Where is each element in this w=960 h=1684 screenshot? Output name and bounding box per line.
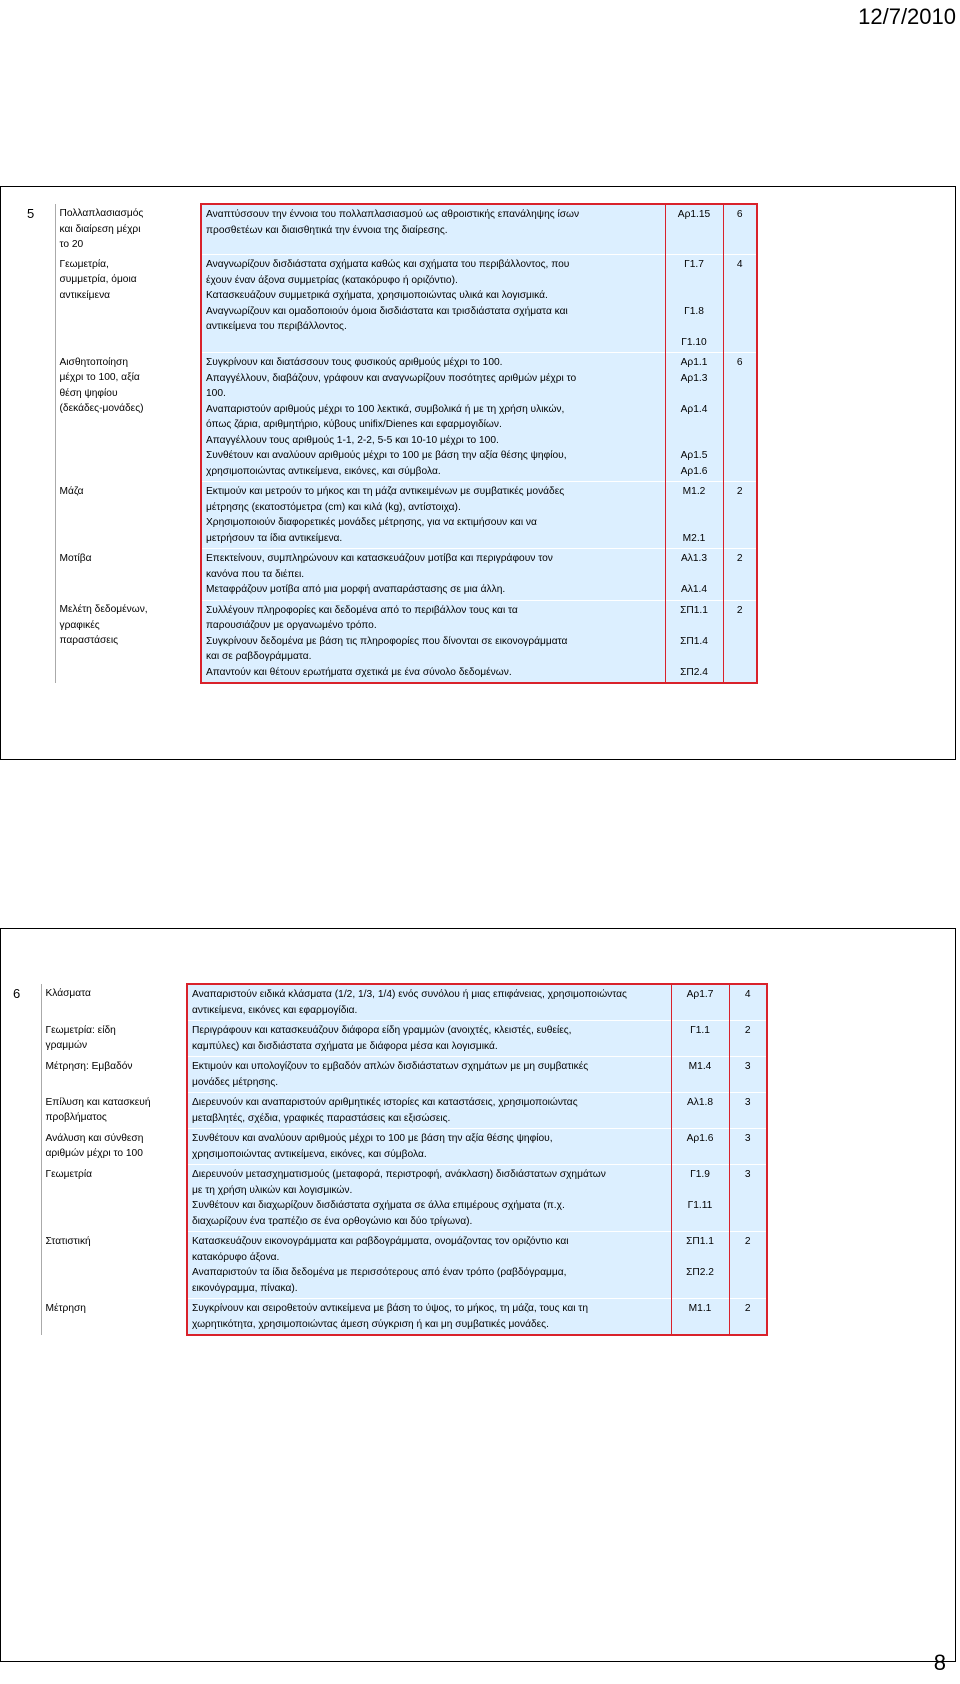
table-row xyxy=(21,549,757,601)
row-number xyxy=(7,1232,41,1299)
description-line: Εκτιμούν και υπολογίζουν το εμβαδόν απλών δισδιάστατων σχημάτων με μη συμβατικές xyxy=(192,1061,589,1072)
objective-code: Αρ1.3 xyxy=(680,372,708,384)
objective-code: Αλ1.3 xyxy=(680,553,708,564)
row-number xyxy=(21,482,55,549)
row-number xyxy=(21,353,55,482)
objective-code: Γ1.11 xyxy=(687,1200,713,1211)
objective-code: Αρ1.6 xyxy=(680,465,708,477)
topic-label: Αισθητοποίηση μέχρι το 100, αξία θέση ψηφίου (δεκάδες-μονάδες) xyxy=(59,356,144,414)
description-line: Κατασκευάζουν εικονογράμματα και ραβδογράμματα, ονομάζοντας τον οριζόντιο και xyxy=(192,1236,569,1247)
code-cell xyxy=(665,549,723,601)
description-line: Αναπαριστούν αριθμούς μέχρι το 100 λεκτικά, συμβολικά ή με τη χρήση υλικών, xyxy=(206,403,565,415)
objective-code xyxy=(670,515,719,531)
weight-cell: 2 xyxy=(729,1021,767,1057)
row-number xyxy=(7,1057,41,1093)
table-row xyxy=(21,600,757,683)
table-row xyxy=(21,482,757,549)
topic-cell xyxy=(41,1299,187,1336)
description-line: καμπύλες) και δισδιάστατα σχήματα με διάφορα μέσα και λογισμικά. xyxy=(192,1040,498,1052)
description-cell xyxy=(201,204,665,255)
topic-cell xyxy=(41,984,187,1021)
objective-code xyxy=(670,319,719,335)
code-cell xyxy=(665,204,723,255)
description-line: Αναπαριστούν ειδικά κλάσματα (1/2, 1/3, 1/4) ενός συνόλου ή μιας επιφάνειας, χρησιμοποιώντας xyxy=(192,989,627,1000)
objective-code xyxy=(670,433,719,449)
objective-code: ΣΠ2.4 xyxy=(680,666,708,678)
row-number xyxy=(21,600,55,683)
weight-cell: 2 xyxy=(723,549,757,601)
description-line: Μεταφράζουν μοτίβα από μια μορφή αναπαράστασης σε μια άλλη. xyxy=(206,584,506,595)
code-cell xyxy=(665,353,723,482)
weight-cell: 3 xyxy=(729,1165,767,1232)
description-cell xyxy=(187,1165,671,1232)
code-cell xyxy=(671,1232,729,1299)
topic-label: Κλάσματα xyxy=(45,988,91,999)
topic-label: Μοτίβα xyxy=(59,552,92,564)
objective-code: Μ1.4 xyxy=(688,1061,712,1072)
topic-label: Μάζα xyxy=(59,485,84,497)
objective-code: Μ1.2 xyxy=(682,486,706,497)
objective-code: Αρ1.4 xyxy=(680,403,708,415)
topic-label: Μέτρηση xyxy=(45,1302,86,1314)
row-number xyxy=(7,1165,41,1232)
table-row xyxy=(7,1165,767,1232)
topic-cell xyxy=(55,255,201,353)
code-cell xyxy=(671,1021,729,1057)
topic-label: Επίλυση και κατασκευή προβλήματος xyxy=(45,1096,151,1123)
code-cell xyxy=(665,255,723,353)
objective-code xyxy=(676,1250,725,1266)
code-cell xyxy=(671,1129,729,1165)
description-cell xyxy=(187,1129,671,1165)
description-cell xyxy=(187,984,671,1021)
topic-cell xyxy=(55,482,201,549)
description-line: μονάδες μέτρησης. xyxy=(192,1076,279,1088)
objective-code xyxy=(670,618,719,634)
table-row xyxy=(7,1021,767,1057)
objective-code xyxy=(676,1183,725,1199)
description-cell xyxy=(187,1232,671,1299)
curriculum-table-top xyxy=(21,203,758,684)
description-line: έχουν έναν άξονα συμμετρίας (κατακόρυφο ή οριζόντιο). xyxy=(206,274,458,286)
row-number xyxy=(21,549,55,601)
topic-label: Μελέτη δεδομένων, γραφικές παραστάσεις xyxy=(59,604,148,646)
description-cell xyxy=(187,1057,671,1093)
topic-label: Στατιστική xyxy=(45,1235,91,1247)
objective-code: Μ1.1 xyxy=(688,1303,712,1314)
topic-cell xyxy=(55,353,201,482)
weight-cell: 2 xyxy=(723,482,757,549)
objective-code xyxy=(670,417,719,433)
objective-code: Αρ1.6 xyxy=(686,1133,714,1144)
description-cell xyxy=(187,1299,671,1336)
topic-cell xyxy=(41,1021,187,1057)
code-cell xyxy=(671,1057,729,1093)
table-row xyxy=(7,984,767,1021)
objective-code xyxy=(670,567,719,583)
row-number: 6 xyxy=(13,986,21,1001)
description-cell xyxy=(201,353,665,482)
description-line: Συνθέτουν και αναλύουν αριθμούς μέχρι το 100 με βάση την αξία θέσης ψηφίου, xyxy=(192,1133,553,1144)
objective-code: Αρ1.15 xyxy=(677,209,711,220)
description-line: χωρητικότητα, χρησιμοποιώντας άμεση σύγκριση ή και μη συμβατικές μονάδες. xyxy=(192,1318,549,1330)
code-cell xyxy=(671,1093,729,1129)
row-number: 5 xyxy=(27,206,35,221)
description-line: Αναγνωρίζουν δισδιάστατα σχήματα καθώς και σχήματα του περιβάλλοντος, που xyxy=(206,259,570,270)
objective-code: Αρ1.5 xyxy=(680,450,708,461)
topic-cell xyxy=(55,549,201,601)
topic-label: Ανάλυση και σύνθεση αριθμών μέχρι το 100 xyxy=(45,1132,144,1159)
description-line: και σε ραβδογράμματα. xyxy=(206,651,312,662)
description-line: κανόνα που τα διέπει. xyxy=(206,568,305,580)
table-row xyxy=(7,1232,767,1299)
topic-cell xyxy=(41,1093,187,1129)
objective-code xyxy=(670,500,719,516)
objective-code xyxy=(670,288,719,304)
table-row xyxy=(7,1299,767,1336)
weight-cell: 3 xyxy=(729,1093,767,1129)
topic-cell xyxy=(41,1129,187,1165)
objective-code: Αρ1.1 xyxy=(680,357,708,368)
slide-bottom xyxy=(0,928,956,1662)
topic-cell xyxy=(41,1165,187,1232)
table-row xyxy=(21,255,757,353)
description-line: 100. xyxy=(206,388,226,399)
objective-code: ΣΠ1.1 xyxy=(680,604,708,616)
description-line: Συλλέγουν πληροφορίες και δεδομένα από το περιβάλλον τους και τα xyxy=(206,604,518,616)
code-cell xyxy=(671,1165,729,1232)
description-line: όπως ζάρια, αριθμητήριο, κύβους unifix/Dienes και εφαρμογιδίων. xyxy=(206,419,502,430)
code-cell xyxy=(671,984,729,1021)
objective-code: Γ1.10 xyxy=(681,336,707,348)
description-line: Εκτιμούν και μετρούν το μήκος και τη μάζα αντικειμένων με συμβατικές μονάδες xyxy=(206,486,565,497)
description-line: διαχωρίζουν ένα τραπέζιο σε ένα ορθογώνιο και δύο τρίγωνα). xyxy=(192,1215,473,1227)
description-line: προσθετέων και διαισθητικά την έννοια της διαίρεσης. xyxy=(206,224,448,236)
description-line: χρησιμοποιώντας αντικείμενα, εικόνες, και σύμβολα. xyxy=(192,1148,427,1160)
description-line: Απαντούν και θέτουν ερωτήματα σχετικά με ένα σύνολο δεδομένων. xyxy=(206,666,512,678)
weight-cell: 6 xyxy=(723,204,757,255)
description-line: χρησιμοποιώντας αντικείμενα, εικόνες, και σύμβολα. xyxy=(206,465,441,477)
objective-code xyxy=(670,649,719,665)
table-row xyxy=(7,1057,767,1093)
description-line: αντικείμενα του περιβάλλοντος. xyxy=(206,321,347,332)
weight-cell: 6 xyxy=(723,353,757,482)
table-row xyxy=(7,1129,767,1165)
fraction-quarter: 1/4 xyxy=(377,989,393,1000)
fraction-half: 1/2 xyxy=(338,989,353,1000)
weight-cell: 3 xyxy=(729,1057,767,1093)
description-line: Απαγγέλλουν, διαβάζουν, γράφουν και αναγνωρίζουν ποσότητες αριθμών μέχρι το xyxy=(206,372,577,384)
topic-cell xyxy=(41,1232,187,1299)
topic-cell xyxy=(55,600,201,683)
objective-code: ΣΠ2.2 xyxy=(686,1267,714,1278)
description-line: Απαγγέλλουν τους αριθμούς 1-1, 2-2, 5-5 και 10-10 μέχρι το 100. xyxy=(206,434,499,446)
description-cell xyxy=(201,600,665,683)
fraction-third: 1/3 xyxy=(358,989,373,1000)
description-line: Διερευνούν και αναπαριστούν αριθμητικές ιστορίες και καταστάσεις, χρησιμοποιώντας xyxy=(192,1097,578,1108)
objective-code: Μ2.1 xyxy=(682,532,706,544)
description-cell xyxy=(187,1093,671,1129)
description-line: Αναπαριστούν τα ίδια δεδομένα με περισσότερους από έναν τρόπο (ραβδόγραμμα, xyxy=(192,1267,567,1278)
description-line: με τη χρήση υλικών και λογισμικών. xyxy=(192,1184,353,1196)
description-cell xyxy=(187,1021,671,1057)
weight-cell: 3 xyxy=(729,1129,767,1165)
description-line: εικονόγραμμα, πίνακα). xyxy=(192,1282,298,1294)
description-line: Αναγνωρίζουν και ομαδοποιούν όμοια δισδιάστατα και τρισδιάστατα σχήματα και xyxy=(206,305,568,317)
topic-label: Γεωμετρία, συμμετρία, όμοια αντικείμενα xyxy=(59,258,137,301)
description-line: Επεκτείνουν, συμπληρώνουν και κατασκευάζουν μοτίβα και περιγράφουν τον xyxy=(206,553,553,564)
objective-code: Γ1.9 xyxy=(690,1169,710,1180)
objective-code: ΣΠ1.1 xyxy=(686,1236,714,1247)
weight-cell: 4 xyxy=(723,255,757,353)
header-date: 12/7/2010 xyxy=(858,4,956,29)
code-cell xyxy=(665,482,723,549)
topic-label: Γεωμετρία xyxy=(45,1168,92,1180)
code-cell xyxy=(665,600,723,683)
topic-label: Γεωμετρία: είδη γραμμών xyxy=(45,1024,116,1051)
description-line: Χρησιμοποιούν διαφορετικές μονάδες μέτρησης, για να εκτιμήσουν και να xyxy=(206,517,537,528)
objective-code: Αλ1.4 xyxy=(680,584,708,595)
description-line: παρουσιάζουν με οργανωμένο τρόπο. xyxy=(206,620,377,631)
description-line: Συγκρίνουν και διατάσσουν τους φυσικούς αριθμούς μέχρι το 100. xyxy=(206,357,503,368)
description-line: Συνθέτουν και αναλύουν αριθμούς μέχρι το 100 με βάση την αξία θέσης ψηφίου, xyxy=(206,450,567,461)
row-number xyxy=(7,1093,41,1129)
row-number xyxy=(7,1299,41,1336)
weight-cell: 4 xyxy=(729,984,767,1021)
text-fragment: ) ενός συνόλου ή μιας επιφάνειας, χρησιμοποιώντας xyxy=(392,989,627,1000)
objective-code: Γ1.1 xyxy=(690,1025,710,1036)
row-number xyxy=(7,1021,41,1057)
description-line: κατακόρυφο άξονα. xyxy=(192,1251,280,1263)
slide-top xyxy=(0,186,956,760)
description-line: Αναπτύσσουν την έννοια του πολλαπλασιασμού ως αθροιστικής επανάληψης ίσων xyxy=(206,209,580,220)
code-cell xyxy=(671,1299,729,1336)
description-line: Συνθέτουν και διαχωρίζουν δισδιάστατα σχήματα σε άλλα επιμέρους σχήματα (π.χ. xyxy=(192,1200,565,1211)
page-number: 8 xyxy=(933,1650,946,1675)
objective-code: Γ1.7 xyxy=(684,259,704,270)
table-row xyxy=(21,353,757,482)
row-number xyxy=(21,255,55,353)
description-line: Συγκρίνουν και σειροθετούν αντικείμενα με βάση το ύψος, το μήκος, τη μάζα, τους και τη xyxy=(192,1303,588,1314)
topic-cell xyxy=(55,204,201,255)
description-line: Συγκρίνουν δεδομένα με βάση τις πληροφορίες που δίνονται σε εικονογράμματα xyxy=(206,635,568,647)
objective-code: Γ1.8 xyxy=(684,305,704,317)
topic-label: Πολλαπλασιασμός και διαίρεση μέχρι το 20 xyxy=(59,208,144,250)
topic-label: Μέτρηση: Εμβαδόν xyxy=(45,1060,133,1072)
objective-code: Αλ1.8 xyxy=(686,1097,714,1108)
objective-code xyxy=(670,273,719,289)
curriculum-table-bottom xyxy=(7,983,768,1336)
description-line: Κατασκευάζουν συμμετρικά σχήματα, χρησιμοποιώντας υλικά και λογισμικά. xyxy=(206,290,548,301)
table-row xyxy=(21,204,757,255)
description-line: μετρήσουν τα ίδια αντικείμενα. xyxy=(206,532,343,544)
description-line: μεταβλητές, σχέδια, γραφικές παραστάσεις και εξισώσεις. xyxy=(192,1112,451,1124)
description-cell xyxy=(201,255,665,353)
description-line: Περιγράφουν και κατασκευάζουν διάφορα είδη γραμμών (ανοιχτές, κλειστές, ευθείες, xyxy=(192,1025,572,1036)
description-cell xyxy=(201,549,665,601)
description-line: μέτρησης (εκατοστόμετρα (cm) και κιλά (kg), αντίστοιχα). xyxy=(206,501,461,513)
description-cell xyxy=(201,482,665,549)
text-fragment: Αναπαριστούν ειδικά κλάσματα ( xyxy=(192,989,339,1000)
objective-code: ΣΠ1.4 xyxy=(680,635,708,647)
description-line: Διερευνούν μετασχηματισμούς (μεταφορά, περιστροφή, ανάκλαση) δισδιάστατων σχημάτων xyxy=(192,1169,606,1180)
table-row xyxy=(7,1093,767,1129)
topic-cell xyxy=(41,1057,187,1093)
weight-cell: 2 xyxy=(723,600,757,683)
row-number xyxy=(7,1129,41,1165)
weight-cell: 2 xyxy=(729,1232,767,1299)
description-line: αντικείμενα, εικόνες και εφαρμογίδια. xyxy=(192,1004,358,1016)
objective-code: Αρ1.7 xyxy=(686,989,714,1000)
objective-code xyxy=(670,386,719,402)
weight-cell: 2 xyxy=(729,1299,767,1336)
